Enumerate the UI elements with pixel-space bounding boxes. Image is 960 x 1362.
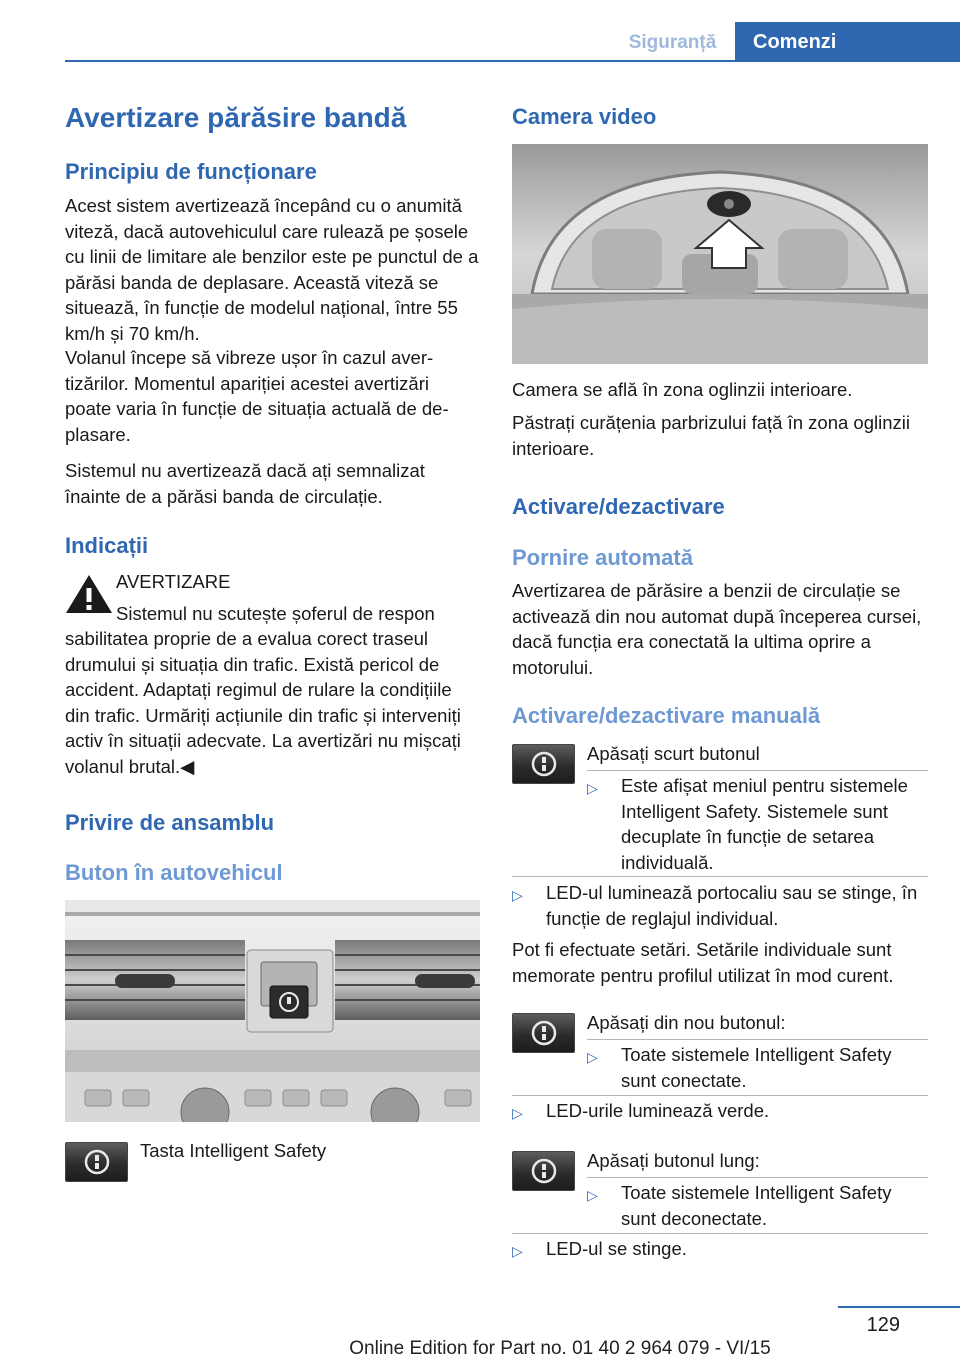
camera-paragraph-1: Camera se află în zona oglinzii interioare. (512, 379, 853, 400)
list-item: ▷ LED-ul luminează portocaliu sau se stinge, în funcție de reglajul individual. (512, 882, 918, 929)
page-title: Avertizare părăsire bandă (65, 102, 407, 133)
camera-photo (512, 144, 928, 364)
triangle-right-icon: ▷ (512, 887, 523, 903)
step2-bullets (587, 1042, 928, 1099)
dashboard-button-photo (65, 900, 480, 1122)
intelligent-safety-button-icon (512, 744, 575, 784)
activare-heading: Activare/dezactivare (512, 494, 725, 519)
step2-label: Apăsați din nou butonul: (587, 1012, 786, 1033)
separator (587, 770, 928, 771)
intelligent-safety-button-icon (65, 1142, 128, 1182)
separator (512, 1095, 928, 1096)
triangle-right-icon: ▷ (587, 1187, 598, 1203)
principiu-paragraph-2: Volanul începe să vibreze ușor în cazul avertizărilor. Momentul apariției acestei avertizări poate varia în funcție de situația actuală de deplasare. (65, 347, 449, 445)
separator (512, 1233, 928, 1234)
step3-led-list (512, 1236, 928, 1268)
step3-bullets (587, 1180, 928, 1237)
tab-comenzi[interactable]: Comenzi (735, 22, 960, 62)
edition-footer: Online Edition for Part no. 01 40 2 964 079 - VI/15 (349, 1338, 771, 1359)
auto-heading: Pornire automată (512, 545, 693, 570)
triangle-right-icon: ▷ (512, 1105, 523, 1121)
list-item: ▷ LED-ul se stinge. (512, 1236, 928, 1262)
separator (587, 1039, 928, 1040)
triangle-right-icon: ▷ (587, 780, 598, 796)
warning-title: AVERTIZARE (116, 571, 231, 592)
intelligent-safety-button-icon (512, 1151, 575, 1191)
step1-led-list (512, 880, 928, 937)
principiu-paragraph-1: Acest sistem avertizează începând cu o anumită viteză, dacă autovehiculul care rulează pe șosele cu linii de limitare ale benzilor este pe punctul de a părăsi banda de deplasare. Această viteză se situează, în funcție de modelul național, între 55 km/h și 70 km/h. (65, 195, 479, 344)
list-item: ▷ Toate sistemele Intelligent Safety sunt deconectate. (587, 1182, 892, 1229)
warning-text-body: sabilitatea proprie de a evalua corect traseul drumului și situația din trafic. Există pericol de accident. Adaptați regimul de rulare la condițiile din trafic. Urmăriți acțiunile din trafic și interveniți activ în situații adecvate. La avertizări nu mișcați volanul brutal.◀ (65, 628, 461, 777)
step1-bullets (587, 773, 928, 881)
camera-heading: Camera video (512, 104, 657, 129)
button-caption: Tasta Intelligent Safety (140, 1140, 327, 1161)
step3-label: Apăsați butonul lung: (587, 1150, 760, 1171)
intelligent-safety-button-icon (512, 1013, 575, 1053)
manual-heading: Activare/dezactivare manuală (512, 703, 821, 728)
privire-heading: Privire de ansamblu (65, 810, 275, 835)
list-item: ▷ Este afișat meniul pentru sistemele Intelligent Safety. Sistemele sunt decuplate în funcție de setarea individuală. (587, 775, 908, 873)
triangle-right-icon: ▷ (512, 1243, 523, 1259)
principiu-paragraph-3: Sistemul nu avertizează dacă ați semnalizat înainte de a părăsi banda de circulație. (65, 460, 425, 507)
auto-text: Avertizarea de părăsire a benzii de circulație se activează din nou automat după începerea cursei, dacă funcția era conectată la ultima oprire a motorului. (512, 580, 922, 678)
separator (587, 1177, 928, 1178)
indicatii-heading: Indicații (65, 533, 149, 558)
buton-subheading: Buton în autovehicul (65, 860, 283, 885)
camera-paragraph-2: Păstrați curățenia parbrizului față în zona oglinzii interioare. (512, 412, 910, 459)
warning-triangle-icon (64, 572, 114, 616)
warning-text-lead: Sistemul nu scutește șoferul de respon (116, 603, 435, 624)
page-number: 129 (866, 1314, 900, 1336)
header-rule (65, 60, 960, 62)
list-item: ▷ LED-urile luminează verde. (512, 1098, 928, 1124)
triangle-right-icon: ▷ (587, 1049, 598, 1065)
step2-led-list (512, 1098, 928, 1130)
principiu-heading: Principiu de funcționare (65, 159, 317, 184)
tab-siguranta[interactable]: Siguranță (628, 32, 717, 53)
separator (512, 876, 928, 877)
step1-label: Apăsați scurt butonul (587, 743, 760, 764)
settings-text: Pot fi efectuate setări. Setările individuale sunt memorate pentru profilul utilizat în mod curent. (512, 939, 894, 986)
list-item: ▷ Toate sistemele Intelligent Safety sunt conectate. (587, 1044, 892, 1091)
footer-rule (838, 1306, 960, 1308)
